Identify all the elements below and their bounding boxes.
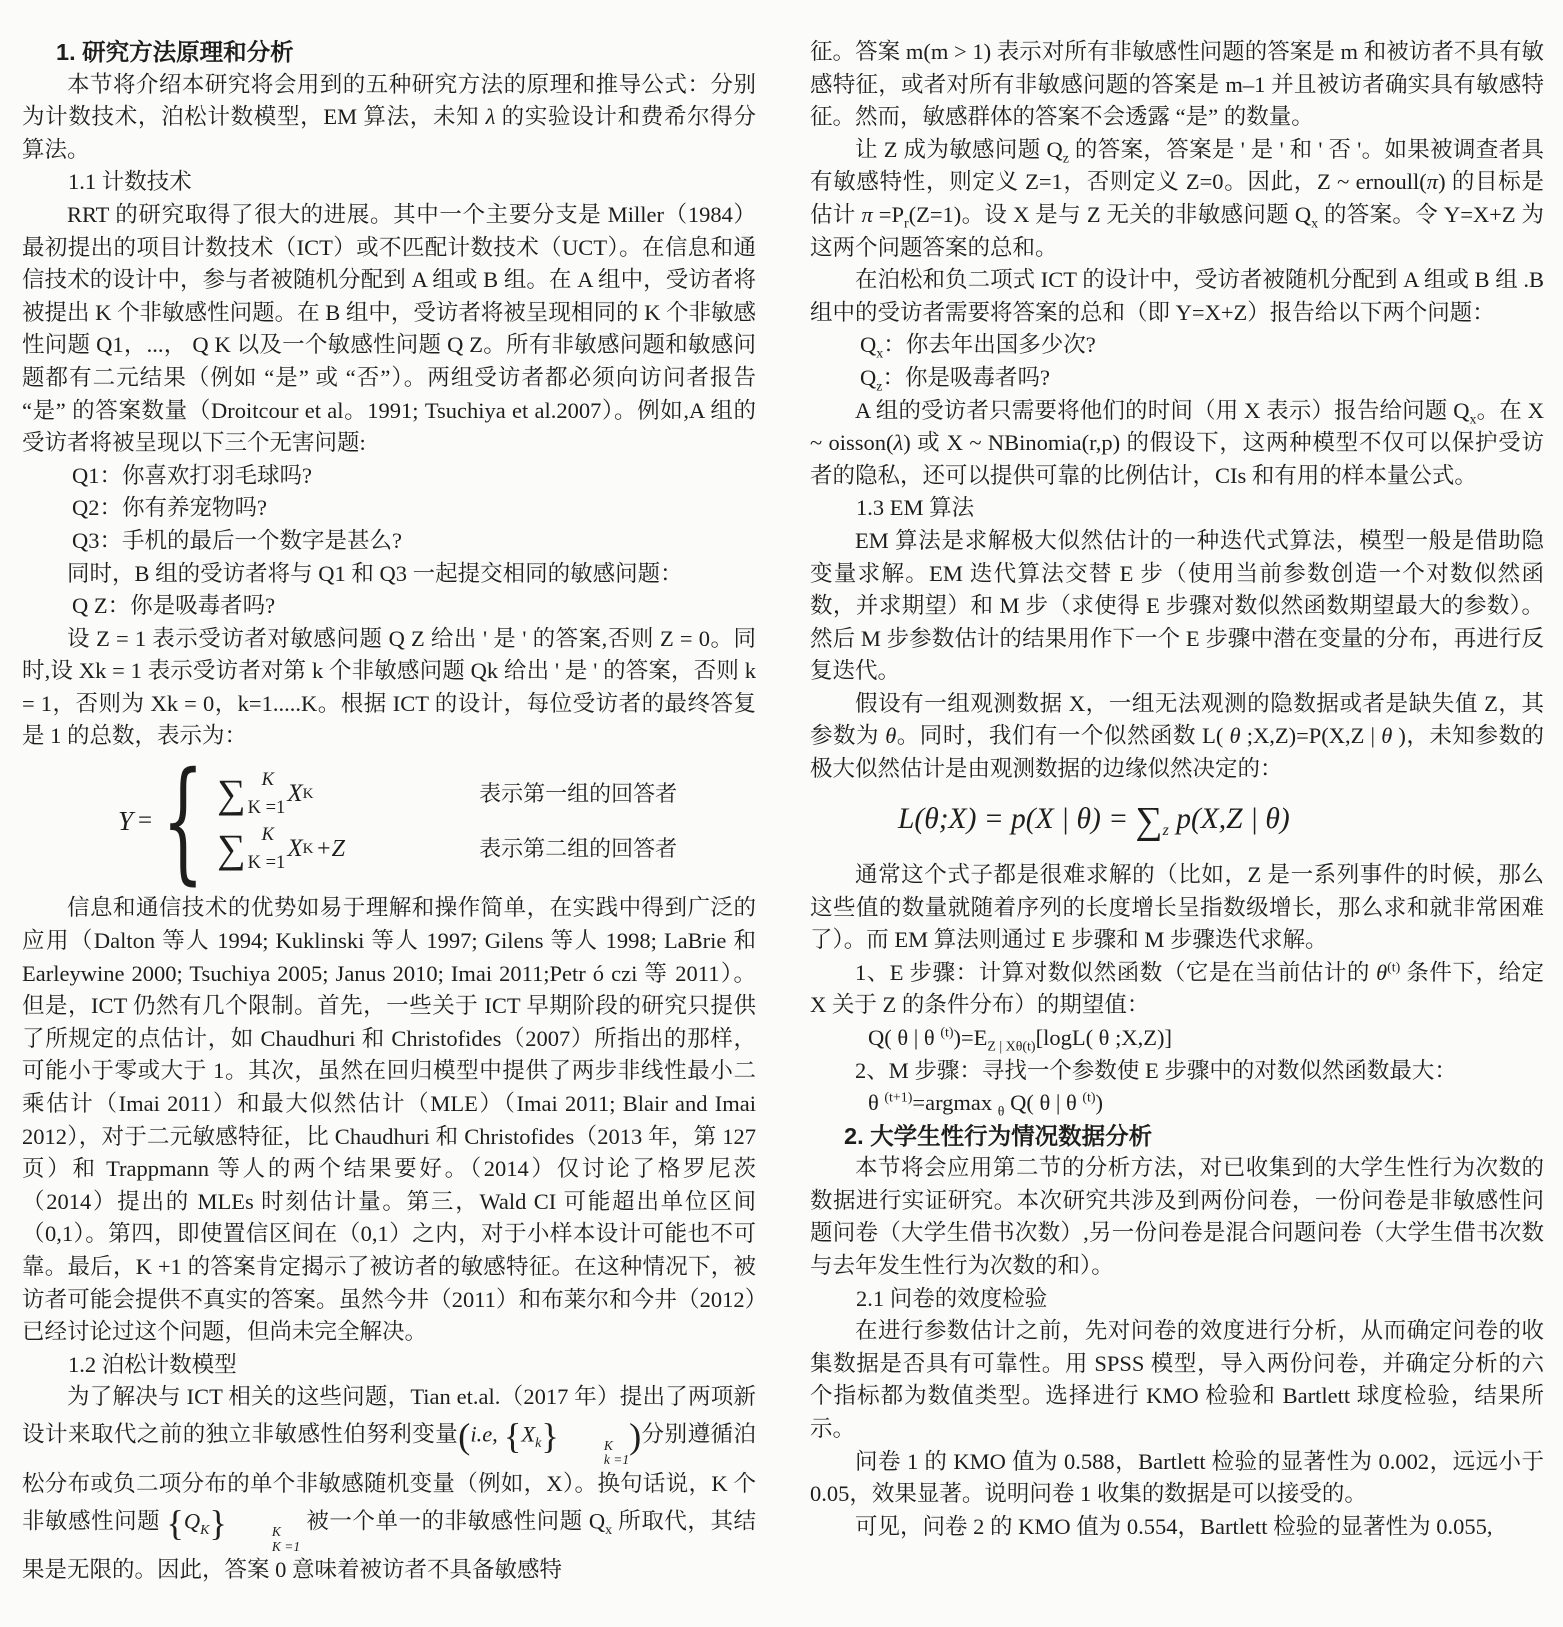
text-run: Q( θ | θ — [1004, 1090, 1083, 1116]
text-run: 可见，问卷 2 的 KMO 值为 0.554，Bartlett 检验的显著性为 0.055, — [855, 1513, 1493, 1539]
text-run: Q( θ | θ — [868, 1024, 941, 1050]
text-run: θ — [868, 1090, 885, 1116]
sum-lower-limit: K =1 — [247, 853, 286, 874]
text-run: 通常这个式子都是很难求解的（比如，Z 是一系列事件的时候，那么这些值的数量就随着序列的长度增长呈指数级增长，那么求和就非常困难了）。而 EM 算法则通过 E 步骤和 M 步骤迭代求解。 — [810, 861, 1544, 953]
question-line — [22, 590, 756, 623]
paragraph — [810, 36, 1544, 134]
text-run: Q — [860, 364, 877, 390]
formula-rows — [217, 770, 678, 874]
subsection-heading: 1.3 EM 算法 — [856, 495, 975, 521]
text-run: ：你去年出国多少次? — [883, 332, 1096, 358]
marginal-likelihood-formula — [898, 796, 1544, 847]
paragraph — [810, 1446, 1544, 1511]
text-run: θ — [885, 723, 897, 749]
paragraph — [22, 558, 756, 591]
text-run: 假设有一组观测数据 X，一组无法观测的隐数据或者是缺失值 Z，其参数为 — [810, 690, 1544, 749]
paragraph — [22, 199, 756, 460]
text-run: (t) — [1082, 1090, 1096, 1106]
text-run: 信息和通信技术的优势如易于理解和操作简单，在实践中得到广泛的应用（Dalton 等人 1994; Kuklinski 等人 1997; Gilens 等人 1998; LaBrie 和 Earleywine 2000; Tsuchiya 2005; Janus 2010; Imai 2011;Petr ó czi 等 2011）。但是，ICT 仍然有几个限制。首先，一些关于 ICT 早期阶段的研究只提供了所规定的点估计，如 Chaudhuri 和 Christofides（2007）所指出的那样，可能小于零或大于 1。其次，虽然在回归模型中提供了两步非线性最小二乘估计（Imai 2011）和最大似然估计（MLE）（Imai 2011; Blair and Imai 2012），对于二元敏感特征，比 Chaudhuri 和 Christofides（2013 年，第 127 页）和 Trappmann 等人的两个结果要好。（2014）仅讨论了格罗尼茨（2014）提出的 MLEs 时刻估计量。第三，Wald CI 可能超出单位区间（0,1）。第四，即使置信区间在（0,1）之内，对于小样本设计可能也不可靠。最后，K +1 的答案肯定揭示了被访者的敏感特征。在这种情况下，被访者可能会提供不真实的答案。虽然今井（2011）和布莱尔和今井（2012）已经讨论过这个问题，但尚未完全解决。 — [22, 895, 756, 1345]
sum-expression: ∑ K K =1 X K +Z — [217, 824, 345, 874]
curly-brace: { — [162, 744, 205, 899]
sum-upper-limit: K — [261, 824, 274, 845]
summation-sign: ∑ — [217, 771, 246, 817]
text-run: ：你是吸毒者吗? — [882, 364, 1050, 390]
paragraph — [22, 69, 756, 167]
big-delimiter: { — [166, 1502, 184, 1543]
paragraph — [22, 892, 756, 1348]
section-heading: 2. 大学生性行为情况数据分析 — [844, 1122, 1153, 1149]
summand-tail: +Z — [315, 835, 345, 862]
text-run: p(X,Z | θ) — [1168, 802, 1290, 835]
paragraph — [810, 395, 1544, 493]
text-run: 本节将介绍本研究将会用到的五种研究方法的原理和推导公式：分别为计数技术，泊松计数模型，EM 算法，未知 — [22, 71, 756, 130]
left-column — [22, 36, 756, 1587]
formula-row — [217, 824, 678, 874]
text-run: θ — [997, 1104, 1005, 1120]
text-run: 被一个单一的非敏感性问题 Q — [300, 1507, 606, 1533]
text-run: ) — [1095, 1090, 1104, 1116]
text-run: 让 Z 成为敏感问题 Q — [855, 136, 1063, 162]
text-run: λ — [485, 104, 496, 130]
sum-lower-limit: K =1 — [247, 798, 286, 819]
case-label: 表示第一组的回答者 — [479, 781, 678, 807]
text-run: θ — [1229, 723, 1241, 749]
big-delimiter: ) — [629, 1415, 642, 1456]
sum-upper-limit: K — [261, 770, 274, 791]
text-run: z — [876, 379, 883, 395]
paragraph — [22, 1381, 756, 1587]
text-run: 在进行参数估计之前，先对问卷的效度进行分析，从而确定问卷的收集数据是否具有可靠性。用 SPSS 模型，导入两份问卷，并确定分析的六个指标都为数值类型。选择进行 KMO 检验和 Bartlett 球度检验，结果所示。 — [810, 1318, 1544, 1442]
text-run: Q1：你喜欢打羽毛球吗? — [72, 462, 312, 488]
text-run: r — [903, 216, 909, 232]
sum-limits — [247, 770, 286, 819]
text-run: A 组的受访者只需要将他们的时间（用 X 表示）报告给问题 Q — [855, 397, 1470, 423]
text-run: 所取代，其结果是无限的。因此，答案 0 意味着被访者不具备敏感特 — [22, 1507, 756, 1583]
stack-sub: k =1 — [603, 1452, 630, 1468]
summand-variable: X — [287, 834, 303, 862]
text-run: π — [861, 201, 873, 227]
paragraph — [810, 1511, 1544, 1544]
subsection-heading: 1.1 计数技术 — [68, 169, 192, 195]
text-run: π — [1426, 169, 1439, 195]
big-delimiter: { — [503, 1415, 522, 1456]
equals-sign: = — [138, 807, 153, 835]
text-run: 同时，B 组的受访者将与 Q1 和 Q3 一起提交相同的敏感问题： — [67, 560, 683, 586]
formula-row — [217, 770, 678, 819]
piecewise-formula — [118, 744, 756, 899]
paragraph — [22, 623, 756, 753]
text-run: )，未知参数的极大似然估计是由观测数据的边缘似然决定的： — [810, 723, 1544, 782]
case-label: 表示第二组的回答者 — [479, 835, 678, 861]
formula-lhs: Y — [118, 806, 134, 837]
text-run: =P — [872, 201, 904, 227]
text-run: Z | Xθ(t) — [987, 1039, 1036, 1055]
right-column — [810, 36, 1544, 1587]
stack-sub: K =1 — [271, 1538, 301, 1554]
summation-sign: ∑ — [217, 826, 246, 872]
text-run: )=E — [953, 1024, 988, 1050]
text-run: L(θ;X) = p(X | θ) = — [898, 802, 1136, 835]
paragraph — [810, 957, 1544, 1022]
stack-sup: K — [603, 1437, 613, 1453]
big-delimiter: } — [209, 1502, 227, 1543]
equation-line — [810, 1022, 1544, 1055]
text-run: x — [605, 1522, 613, 1538]
paragraph — [810, 264, 1544, 329]
supsub-stack — [227, 1525, 300, 1554]
text-run: x — [1311, 216, 1319, 232]
subsection-heading: 1.2 泊松计数模型 — [68, 1351, 237, 1377]
text-run: θ — [1381, 723, 1393, 749]
sum-limits — [247, 824, 286, 874]
text-run: Q — [183, 1507, 201, 1533]
text-run: 。在 X ~ oisson( — [810, 397, 1545, 456]
text-run: (Z=1)。设 X 是与 Z 无关的非敏感问题 Q — [908, 201, 1312, 227]
paragraph — [810, 688, 1544, 786]
text-run: (t+1) — [884, 1090, 913, 1106]
text-run: Q2：你有养宠物吗? — [72, 495, 267, 521]
subsection-heading: 2.1 问卷的效度检验 — [856, 1285, 1048, 1311]
paragraph — [810, 1152, 1544, 1282]
text-run: =argmax — [912, 1090, 998, 1116]
paragraph — [810, 1055, 1544, 1088]
paragraph — [810, 525, 1544, 688]
question-line — [22, 460, 756, 493]
text-run: RRT 的研究取得了很大的进展。其中一个主要分支是 Miller（1984）最初提出的项目计数技术（ICT）或不匹配计数技术（UCT）。在信息和通信技术的设计中，参与者被随机分配到 A 组或 B 组。在 A 组中，受访者将被提出 K 个非敏感性问题。在 B 组中，受访者将被呈现相同的 K 个非敏感性问题 Q1，...， Q K 以及一个敏感性问题 Q Z。所有非敏感问题和敏感问题都有二元结果（例如 “是” 或 “否”）。两组受访者都必须向访问者报告 “是” 的答案数量（Droitcour et al。1991; Tsuchiya et al.2007）。例如,A 组的受访者将被呈现以下三个无害问题: — [22, 201, 756, 456]
text-run: 的实验设计和费希尔得分算法。 — [22, 104, 756, 162]
question-line — [22, 492, 756, 525]
text-run: X — [521, 1421, 536, 1447]
text-run: ) 的目标是估计 — [810, 169, 1544, 227]
text-run: θ — [1376, 959, 1388, 985]
supsub-stack — [559, 1439, 629, 1468]
text-run: 本节将会应用第二节的分析方法，对已收集到的大学生性行为次数的数据进行实证研究。本次研究共涉及到两份问卷，一份问卷是非敏感性问题问卷（大学生借书次数）,另一份问卷是混合问题问卷（大学生借书次数与去年发生性行为次数的和）。 — [810, 1155, 1544, 1279]
paragraph — [810, 859, 1544, 957]
text-run: [logL( θ ;X,Z)] — [1035, 1024, 1172, 1050]
text-run: 。同时，我们有一个似然函数 L( — [896, 723, 1230, 749]
section-heading: 1. 研究方法原理和分析 — [56, 39, 294, 65]
paragraph — [810, 134, 1544, 264]
text-run: x — [1469, 412, 1477, 428]
text-run: 设 Z = 1 表示受访者对敏感问题 Q Z 给出 ' 是 ' 的答案,否则 Z = 0。同时,设 Xk = 1 表示受访者对第 k 个非敏感问题 Qk 给出 ' 是 ' 的答案，否则 k = 1，否则为 Xk = 0，k=1.....K。根据 ICT 的设计，每位受访者的最终答复是 1 的总数，表示为： — [22, 625, 756, 749]
stack-sup: K — [271, 1524, 281, 1540]
text-run: K — [200, 1522, 210, 1538]
text-run: 问卷 1 的 KMO 值为 0.588，Bartlett 检验的显著性为 0.002，远远小于 0.05，效果显著。说明问卷 1 收集的数据是可以接受的。 — [810, 1448, 1544, 1507]
text-run: i.e, — [470, 1421, 498, 1447]
question-line — [810, 362, 1544, 395]
text-run: 条件下，给定 X 关于 Z 的条件分布）的期望值： — [810, 959, 1544, 1018]
text-run: (t) — [940, 1025, 954, 1041]
text-run: ) 或 X ~ NBinomia(r,p) 的假设下，这两种模型不仅可以保护受访者的隐私，还可以提供可靠的比例估计，CIs 和有用的样本量公式。 — [810, 430, 1544, 488]
question-line — [810, 329, 1544, 362]
question-line — [22, 525, 756, 558]
text-run: EM 算法是求解极大似然估计的一种迭代式算法，模型一般是借助隐变量求解。EM 迭代算法交替 E 步（使用当前参数创造一个对数似然函数，并求期望）和 M 步（求使得 E 步骤对数似然函数期望最大的参数）。然后 M 步参数估计的结果用作下一个 E 步骤中潜在变量的分布，再进行反复迭代。 — [810, 527, 1544, 684]
equation-line — [810, 1087, 1544, 1120]
text-run: λ — [893, 430, 904, 456]
text-run: ;X,Z)=P(X,Z | — [1240, 723, 1382, 749]
text-run: Q Z：你是吸毒者吗? — [72, 593, 276, 619]
big-delimiter: ( — [458, 1415, 471, 1456]
text-run: 为了解决与 ICT 相关的这些问题，Tian et.al.（2017 年）提出了两项新设计来取代之前的独立非敏感性伯努利变量 — [22, 1384, 756, 1447]
text-run: 在泊松和负二项式 ICT 的设计中，受访者被随机分配到 A 组或 B 组 .B 组中的受访者需要将答案的总和（即 Y=X+Z）报告给以下两个问题： — [810, 267, 1544, 325]
summation-sign: ∑ — [1135, 799, 1163, 842]
text-run: Q — [860, 332, 877, 358]
text-run: z — [1162, 821, 1169, 839]
big-delimiter: } — [541, 1415, 559, 1456]
text-run: 的答案。令 Y=X+Z 为这两个问题答案的总和。 — [810, 201, 1544, 260]
text-run: Q3：手机的最后一个数字是甚么? — [72, 527, 402, 553]
text-run: 2、M 步骤：寻找一个参数使 E 步骤中的对数似然函数最大： — [855, 1057, 1457, 1083]
text-run: x — [876, 346, 884, 362]
sum-expression: ∑ K K =1 X K — [217, 770, 314, 819]
text-run: 1、E 步骤：计算对数似然函数（它是在当前估计的 — [855, 959, 1377, 985]
text-run: 征。答案 m(m > 1) 表示对所有非敏感性问题的答案是 m 和被访者不具有敏感特征，或者对所有非敏感问题的答案是 m–1 并且被访者确实具有敏感特征。然而，敏感群体的答案不会透露 “是” 的数量。 — [810, 39, 1544, 130]
text-run: (t) — [1387, 960, 1401, 976]
text-run: 分别遵循泊松分布或负二项分布的单个非敏感随机变量（例如，X）。换句话说，K 个非敏感性问题 — [22, 1421, 756, 1533]
paragraph — [810, 1315, 1544, 1445]
summand-variable: X — [287, 780, 303, 808]
text-run: k — [535, 1435, 542, 1451]
text-run: 的答案，答案是 ' 是 ' 和 ' 否 '。如果被调查者具有敏感特性，则定义 Z=1，否则定义 Z=0。因此，Z ~ ernoull( — [810, 136, 1544, 195]
text-run: z — [1062, 151, 1069, 167]
